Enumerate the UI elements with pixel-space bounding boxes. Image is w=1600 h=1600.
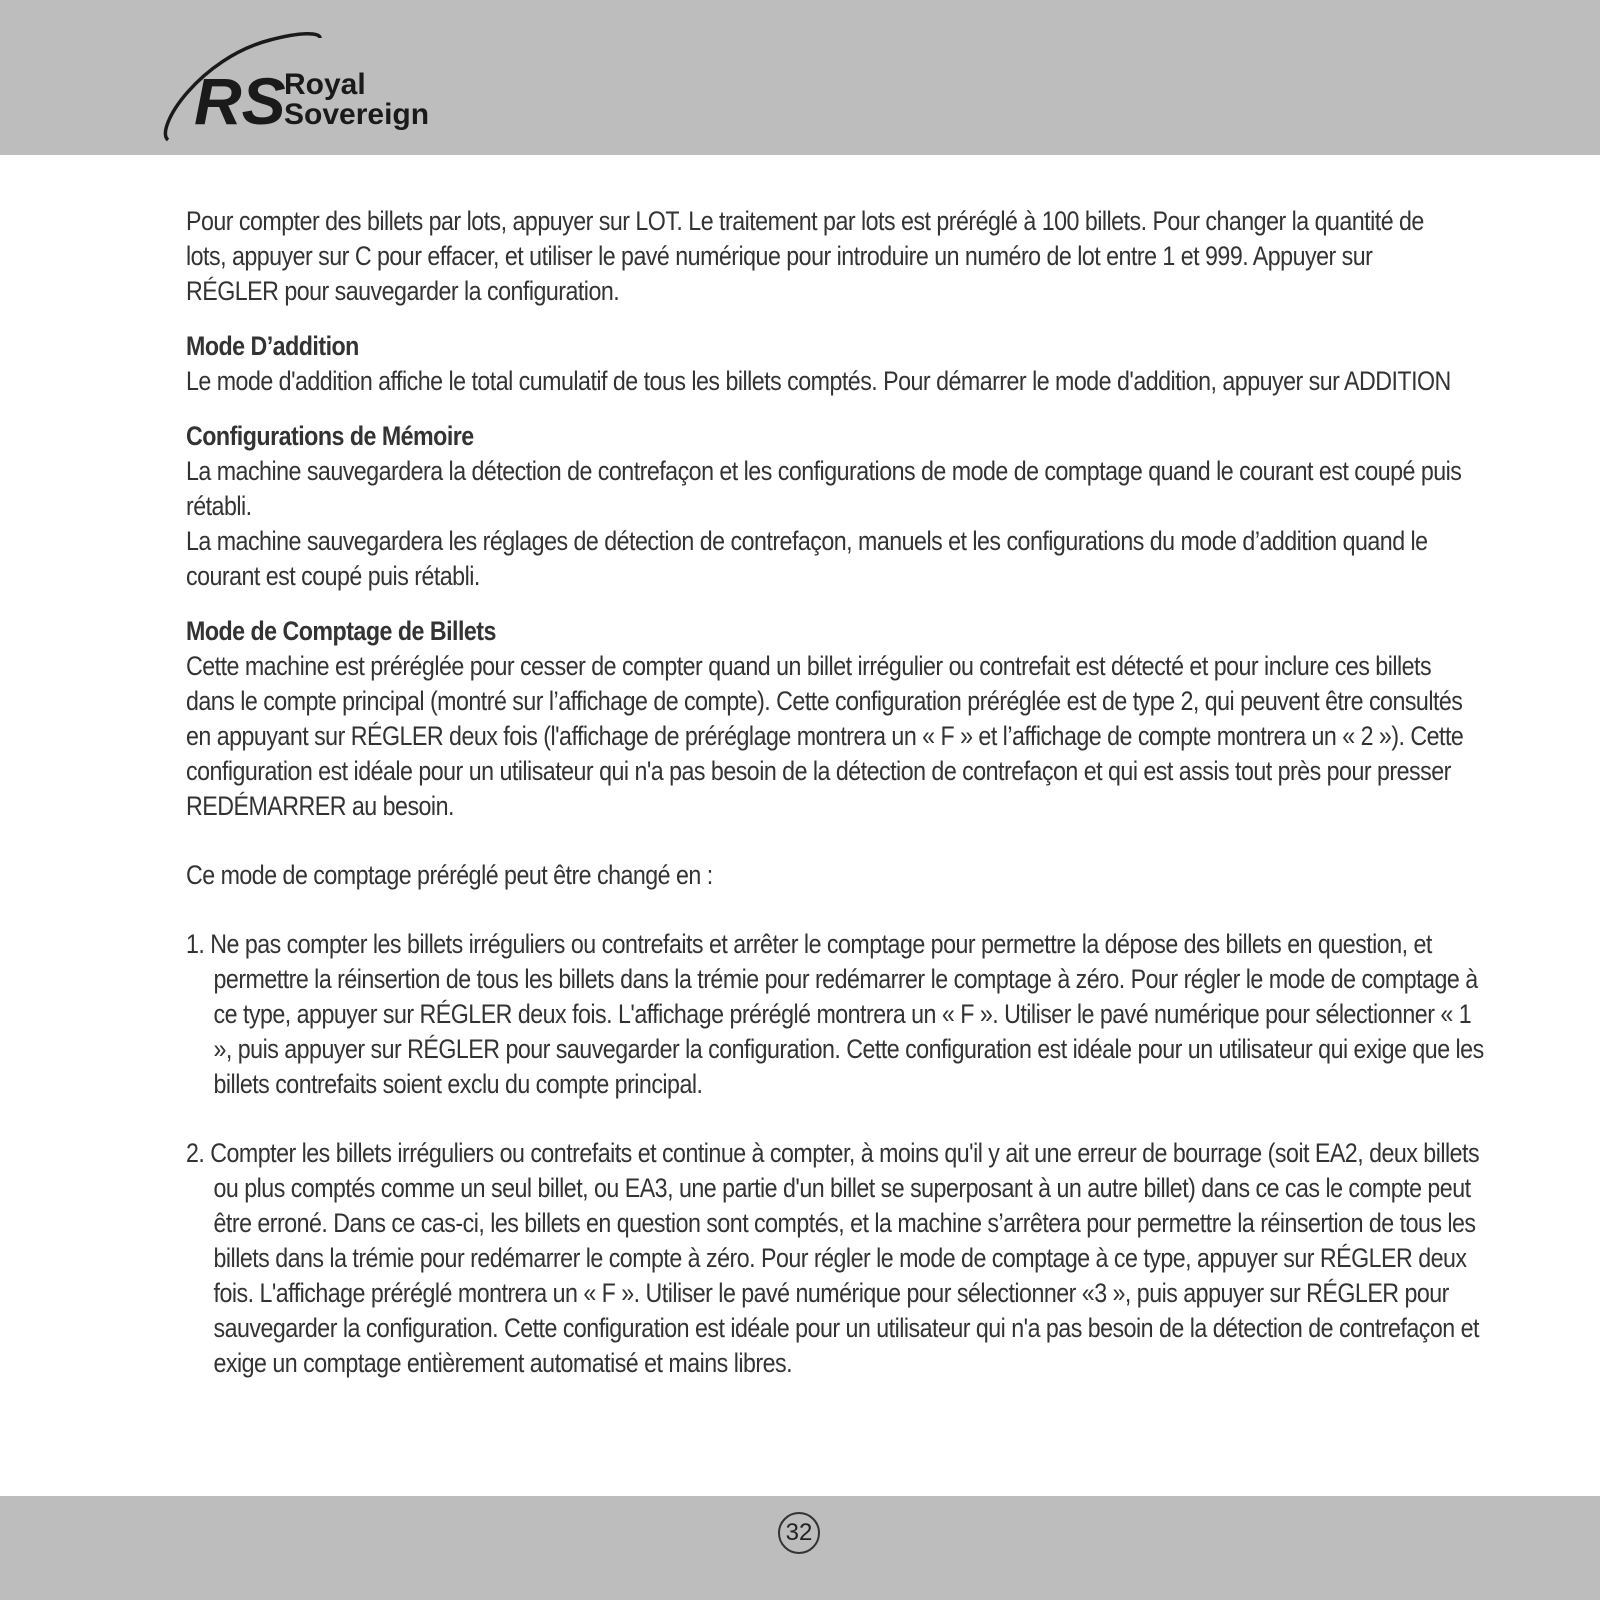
page-content: [186, 204, 1484, 1381]
logo-word-royal: Royal: [284, 68, 366, 101]
section-text-addition: Le mode d'addition affiche le total cumulatif de tous les billets comptés. Pour démarrer le mode d'addition, appuyer sur ADDITION: [186, 366, 1451, 396]
royal-sovereign-logo: [160, 28, 460, 146]
change-intro: Ce mode de comptage préréglé peut être changé en :: [186, 860, 713, 890]
logo-mark: RS: [194, 64, 286, 138]
section-text-memoire-1: La machine sauvegardera la détection de contrefaçon et les configurations de mode de comptage quand le courant est coupé puis rétabli.: [186, 456, 1462, 521]
list-item-2: 2. Compter les billets irréguliers ou contrefaits et continue à compter, à moins qu'il y ait une erreur de bourrage (soit EA2, deux billets ou plus comptés comme un seul billet, ou EA3, une partie d'un billet se superposant à un autre billet) dans ce cas le compte peut être erroné. Dans ce cas-ci, les billets en question sont comptés, et la machine s’arrêtera pour permettre la réinsertion de tous les billets dans la trémie pour redémarrer le compte à zéro. Pour régler le mode de comptage à ce type, appuyer sur RÉGLER deux fois. L'affichage préréglé montrera un « F ». Utiliser le pavé numérique pour sélectionner «3 », puis appuyer sur RÉGLER pour sauvegarder la configuration. Cette configuration est idéale pour un utilisateur qui n'a pas besoin de la détection de contrefaçon et exige un comptage entièrement automatisé et mains libres.: [186, 1138, 1480, 1378]
list-item-1: 1. Ne pas compter les billets irréguliers ou contrefaits et arrêter le comptage pour permettre la dépose des billets en question, et permettre la réinsertion de tous les billets dans la trémie pour redémarrer le comptage à zéro. Pour régler le mode de comptage à ce type, appuyer sur RÉGLER deux fois. L'affichage préréglé montrera un « F ». Utiliser le pavé numérique pour sélectionner « 1 », puis appuyer sur RÉGLER pour sauvegarder la configuration. Cette configuration est idéale pour un utilisateur qui exige que les billets contrefaits soient exclu du compte principal.: [186, 929, 1484, 1099]
page-number: 32: [778, 1512, 820, 1554]
section-title-comptage: Mode de Comptage de Billets: [186, 616, 496, 646]
section-text-comptage: Cette machine est préréglée pour cesser de compter quand un billet irrégulier ou contrefait est détecté et pour inclure ces billets dans le compte principal (montré sur l’affichage de compte). Cette configuration préréglée est de type 2, qui peuvent être consultés en appuyant sur RÉGLER deux fois (l'affichage de préréglage montrera un « F » et l’affichage de compte montrera un « 2 »). Cette configuration est idéale pour un utilisateur qui n'a pas besoin de la détection de contrefaçon et qui est assis tout près pour presser REDÉMARRER au besoin.: [186, 651, 1464, 821]
intro-paragraph: Pour compter des billets par lots, appuyer sur LOT. Le traitement par lots est préréglé à 100 billets. Pour changer la quantité de lots, appuyer sur C pour effacer, et utiliser le pavé numérique pour introduire un numéro de lot entre 1 et 999. Appuyer sur RÉGLER pour sauvegarder la configuration.: [186, 206, 1424, 306]
section-title-addition: Mode D’addition: [186, 331, 359, 361]
section-text-memoire-2: La machine sauvegardera les réglages de détection de contrefaçon, manuels et les configurations du mode d’addition quand le courant est coupé puis rétabli.: [186, 526, 1428, 591]
header-band: [0, 0, 1600, 155]
section-title-memoire: Configurations de Mémoire: [186, 421, 474, 451]
logo-word-sovereign: Sovereign: [284, 98, 430, 131]
